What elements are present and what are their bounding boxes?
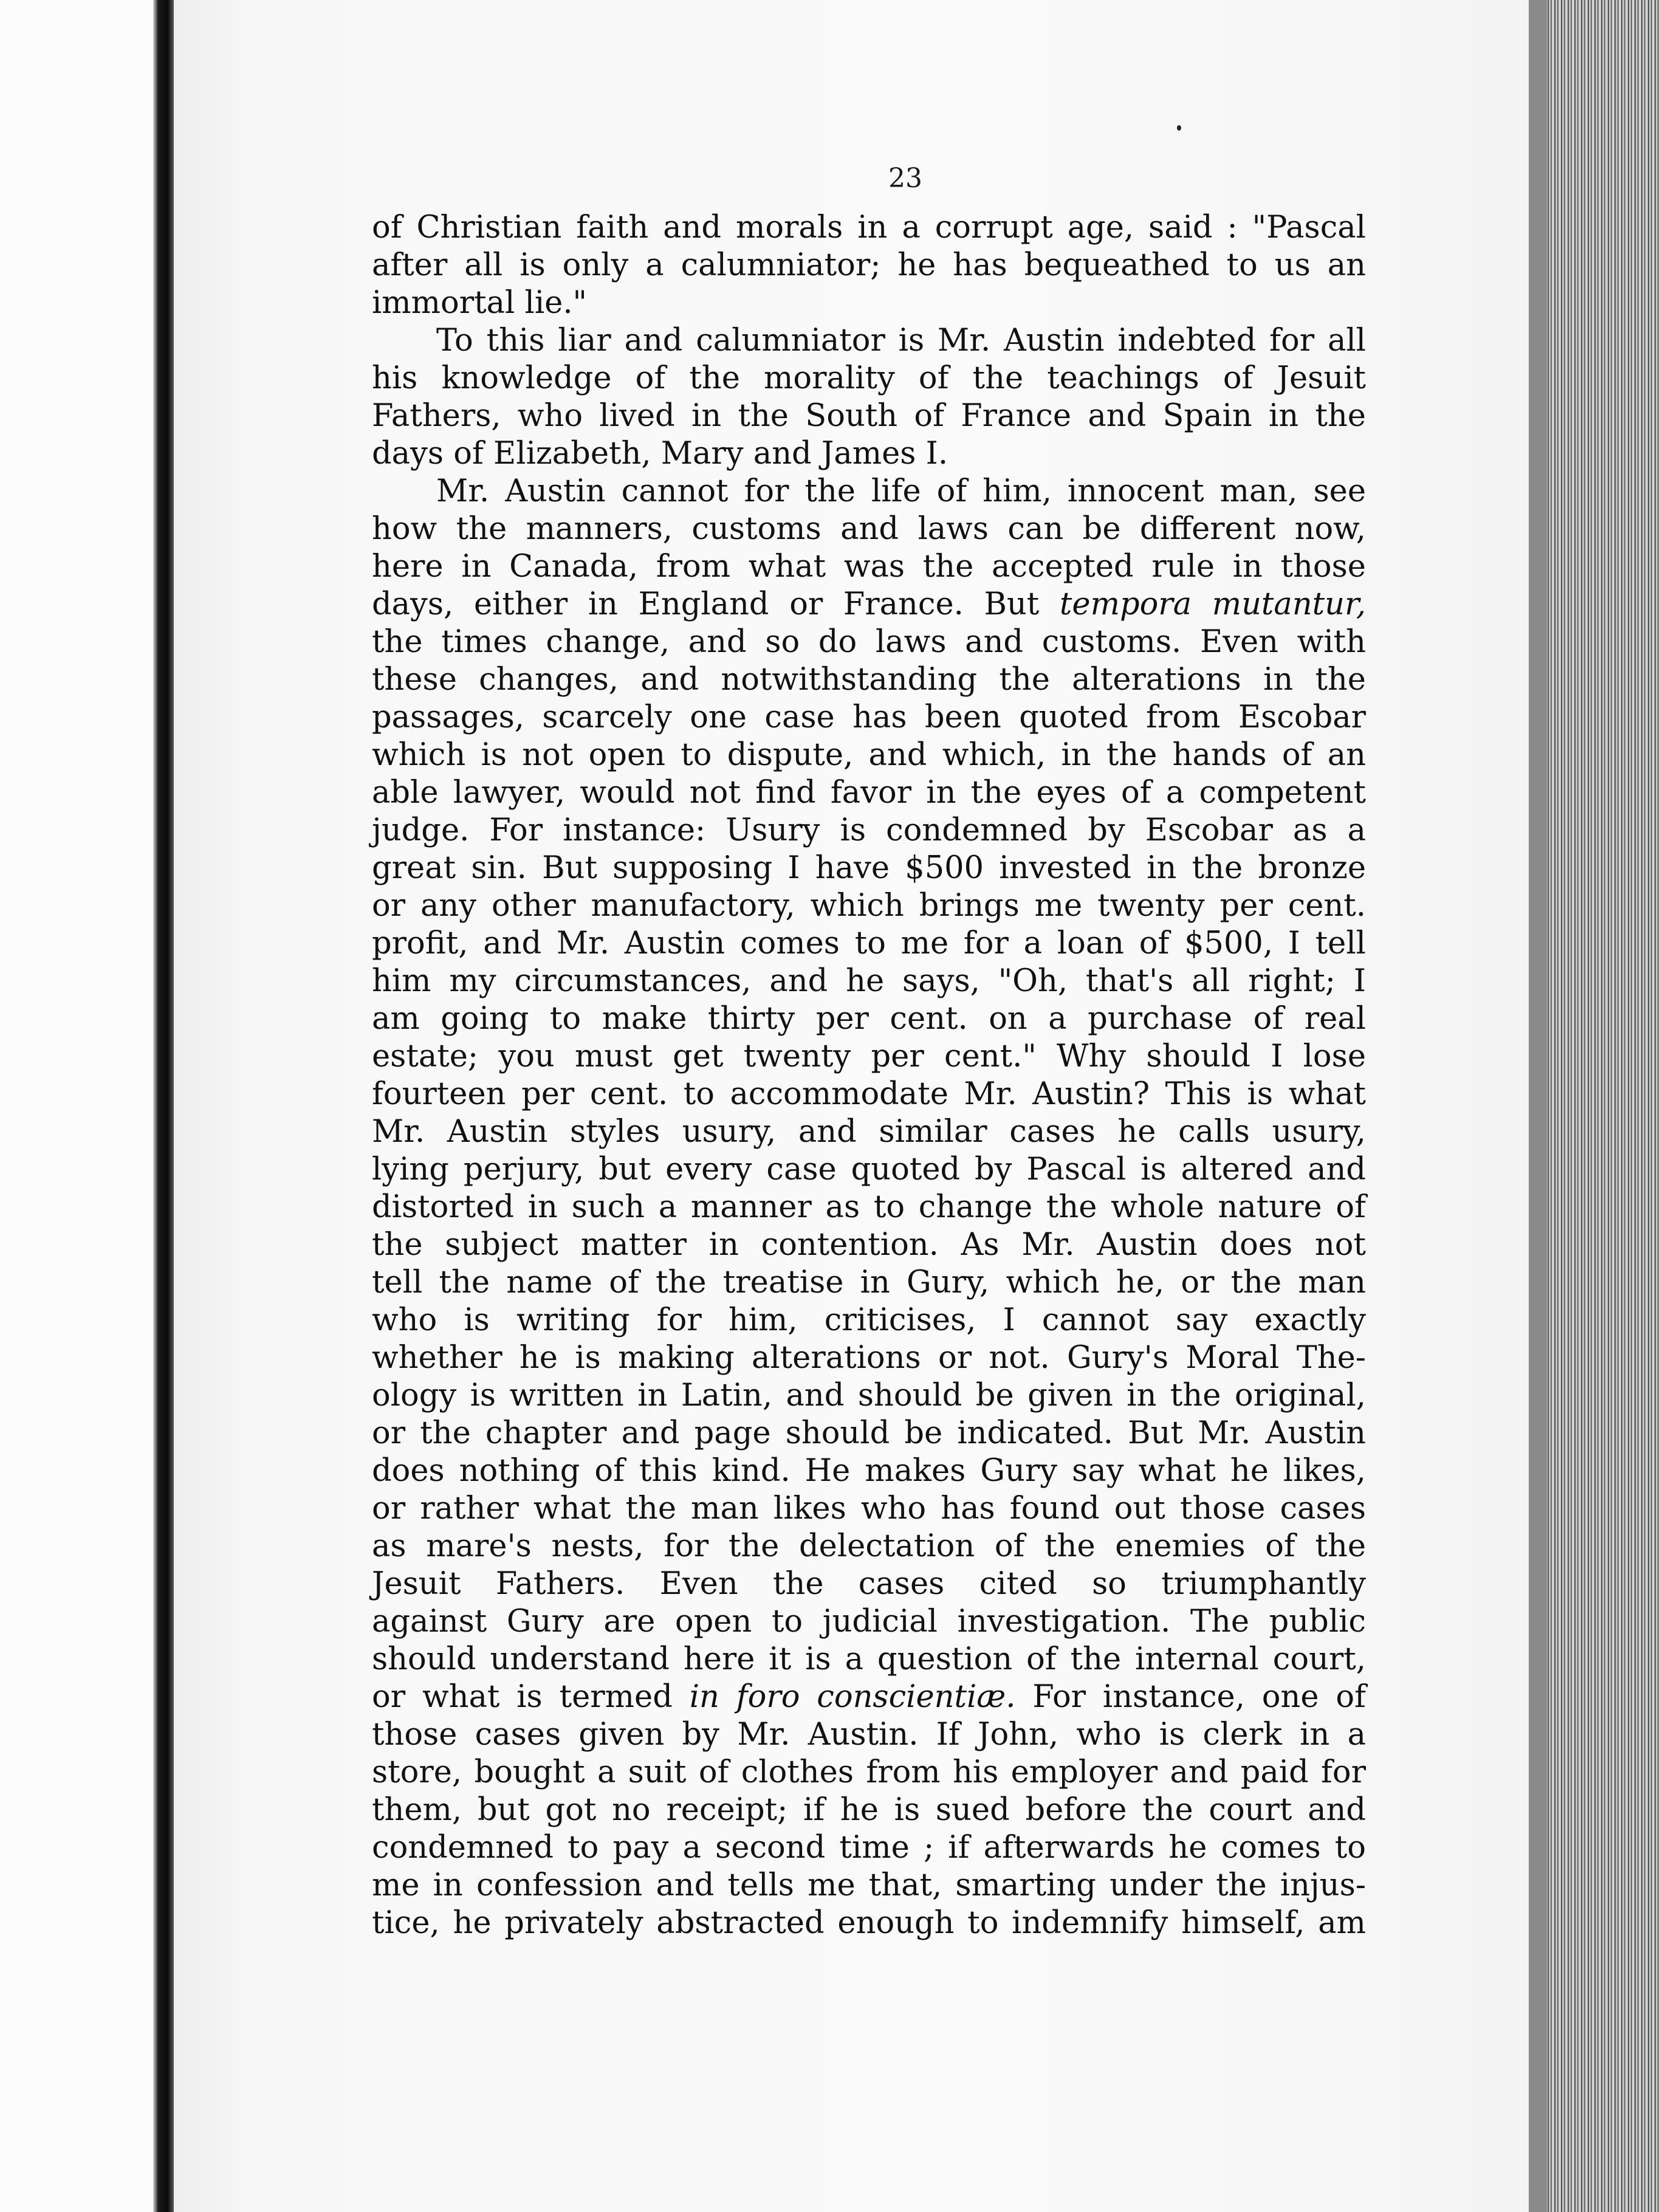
text-line-content: which is not open to dispute, and which, in the hands of an [372,737,1366,773]
text-line-content: him my circumstances, and he says, "Oh, that's all right; I [372,963,1366,999]
text-line [372,1264,1366,1302]
text-line-content: store, bought a suit of clothes from his employer and paid for [372,1754,1366,1790]
text-line-content: great sin. But supposing I have $500 invested in the bronze [372,850,1366,886]
text-line [372,887,1366,925]
text-line [372,1302,1366,1339]
text-line [372,1151,1366,1189]
text-line [372,1226,1366,1264]
text-line [372,1339,1366,1377]
text-line [372,623,1366,661]
text-line [372,1189,1366,1226]
text-line-content: estate; you must get twenty per cent." Why should I lose [372,1039,1366,1074]
text-line-content: or what is termed [372,1679,673,1715]
text-line-continuation: For instance, one of [1032,1679,1366,1715]
text-line [372,1905,1366,1942]
text-line-content: judge. For instance: Usury is condemned by Escobar as a [372,812,1366,848]
text-line-content: here in Canada, from what was the accepted rule in those [372,549,1366,585]
text-line-content: his knowledge of the morality of the teachings of Jesuit [372,360,1366,396]
text-line [372,812,1366,850]
text-line-content: does nothing of this kind. He makes Gury say what he likes, [372,1453,1366,1489]
text-line [372,1000,1366,1038]
text-line-content: these changes, and notwithstanding the alterations in the [372,662,1366,698]
text-line-content: against Gury are open to judicial investigation. The public [372,1604,1366,1640]
text-line [372,586,1366,623]
text-line [372,473,1366,510]
text-line [372,360,1366,397]
text-line [372,1490,1366,1528]
text-line [372,661,1366,699]
left-blank-margin [0,0,170,2212]
text-line-content: am going to make thirty per cent. on a purchase of real [372,1001,1366,1037]
text-line-content: Mr. Austin styles usury, and similar cases he calls usury, [372,1114,1366,1150]
text-line-content: whether he is making alterations or not. Gury's Moral The- [372,1340,1366,1376]
italic-phrase: tempora mutantur, [1059,586,1366,622]
text-line [372,1076,1366,1113]
body-text [372,209,1366,1942]
text-line [372,1754,1366,1791]
text-line [372,1038,1366,1076]
text-line [372,1791,1366,1829]
text-line-content: or rather what the man likes who has found out those cases [372,1491,1366,1527]
text-line [372,247,1366,284]
text-line-content: ology is written in Latin, and should be given in the original, [372,1378,1366,1413]
text-line [372,1415,1366,1452]
text-line-content: after all is only a calumniator; he has bequeathed to us an [372,247,1366,283]
text-line [372,397,1366,435]
text-line-content: them, but got no receipt; if he is sued before the court and [372,1792,1366,1828]
text-line-content: profit, and Mr. Austin comes to me for a loan of $500, I tell [372,926,1366,961]
text-line [372,510,1366,548]
text-line-content: To this liar and calumniator is Mr. Austin indebted for all [436,323,1366,359]
text-line-content: lying perjury, but every case quoted by Pascal is altered and [372,1152,1366,1187]
text-line [372,925,1366,963]
text-line [372,737,1366,774]
text-line-content: those cases given by Mr. Austin. If John, who is clerk in a [372,1717,1366,1753]
text-line-content: tell the name of the treatise in Gury, which he, or the man [372,1265,1366,1300]
text-line-content: tice, he privately abstracted enough to indemnify himself, am [372,1905,1366,1941]
text-line [372,322,1366,360]
text-line [372,1377,1366,1415]
text-line-content: Fathers, who lived in the South of France and Spain in the [372,398,1366,434]
text-line [372,1528,1366,1565]
page-number: 23 [888,163,922,194]
text-line-content: the times change, and so do laws and customs. Even with [372,624,1366,660]
text-line-content: passages, scarcely one case has been quoted from Escobar [372,699,1366,735]
text-line-content: fourteen per cent. to accommodate Mr. Austin? This is what [372,1076,1366,1112]
text-line-content: or the chapter and page should be indicated. But Mr. Austin [372,1415,1366,1451]
text-line [372,1867,1366,1905]
text-line [372,1716,1366,1754]
text-line [372,1113,1366,1151]
page-edge-shadow [1529,0,1547,2212]
text-line-content: of Christian faith and morals in a corrupt age, said : "Pascal [372,210,1366,246]
text-line-content: able lawyer, would not find favor in the eyes of a competent [372,775,1366,811]
text-line-content: should understand here it is a question of the internal court, [372,1641,1366,1677]
text-line-content: days, either in England or France. But [372,586,1040,622]
text-line-content: me in confession and tells me that, smarting under the injus- [372,1867,1366,1903]
text-line [372,1678,1366,1716]
text-line-content: how the manners, customs and laws can be different now, [372,511,1366,547]
text-line [372,1829,1366,1867]
text-line [372,774,1366,812]
text-line [372,1565,1366,1603]
book-binding-shadow [153,0,174,2212]
text-line [372,548,1366,586]
text-line-content: distorted in such a manner as to change the whole nature of [372,1189,1366,1225]
text-line-content: or any other manufactory, which brings me twenty per cent. [372,888,1366,924]
text-line-content: days of Elizabeth, Mary and James I. [372,436,948,472]
text-line [372,1603,1366,1641]
text-line [372,1641,1366,1678]
text-line [372,209,1366,247]
text-line-content: who is writing for him, criticises, I cannot say exactly [372,1302,1366,1338]
text-line-content: Jesuit Fathers. Even the cases cited so triumphantly [372,1566,1366,1602]
text-line [372,699,1366,737]
scan-speck [1177,125,1181,131]
text-line [372,1452,1366,1490]
page-edge-stack [1529,0,1660,2212]
text-line-content: as mare's nests, for the delectation of the enemies of the [372,1528,1366,1564]
text-line [372,963,1366,1000]
text-line-content: condemned to pay a second time ; if afterwards he comes to [372,1830,1366,1866]
italic-phrase: in foro conscientiæ. [689,1679,1016,1715]
text-line-content: immortal lie." [372,285,588,321]
text-line [372,850,1366,887]
text-line [372,284,1366,322]
text-line [372,435,1366,473]
text-line-content: the subject matter in contention. As Mr. Austin does not [372,1227,1366,1263]
text-line-content: Mr. Austin cannot for the life of him, innocent man, see [436,473,1366,509]
